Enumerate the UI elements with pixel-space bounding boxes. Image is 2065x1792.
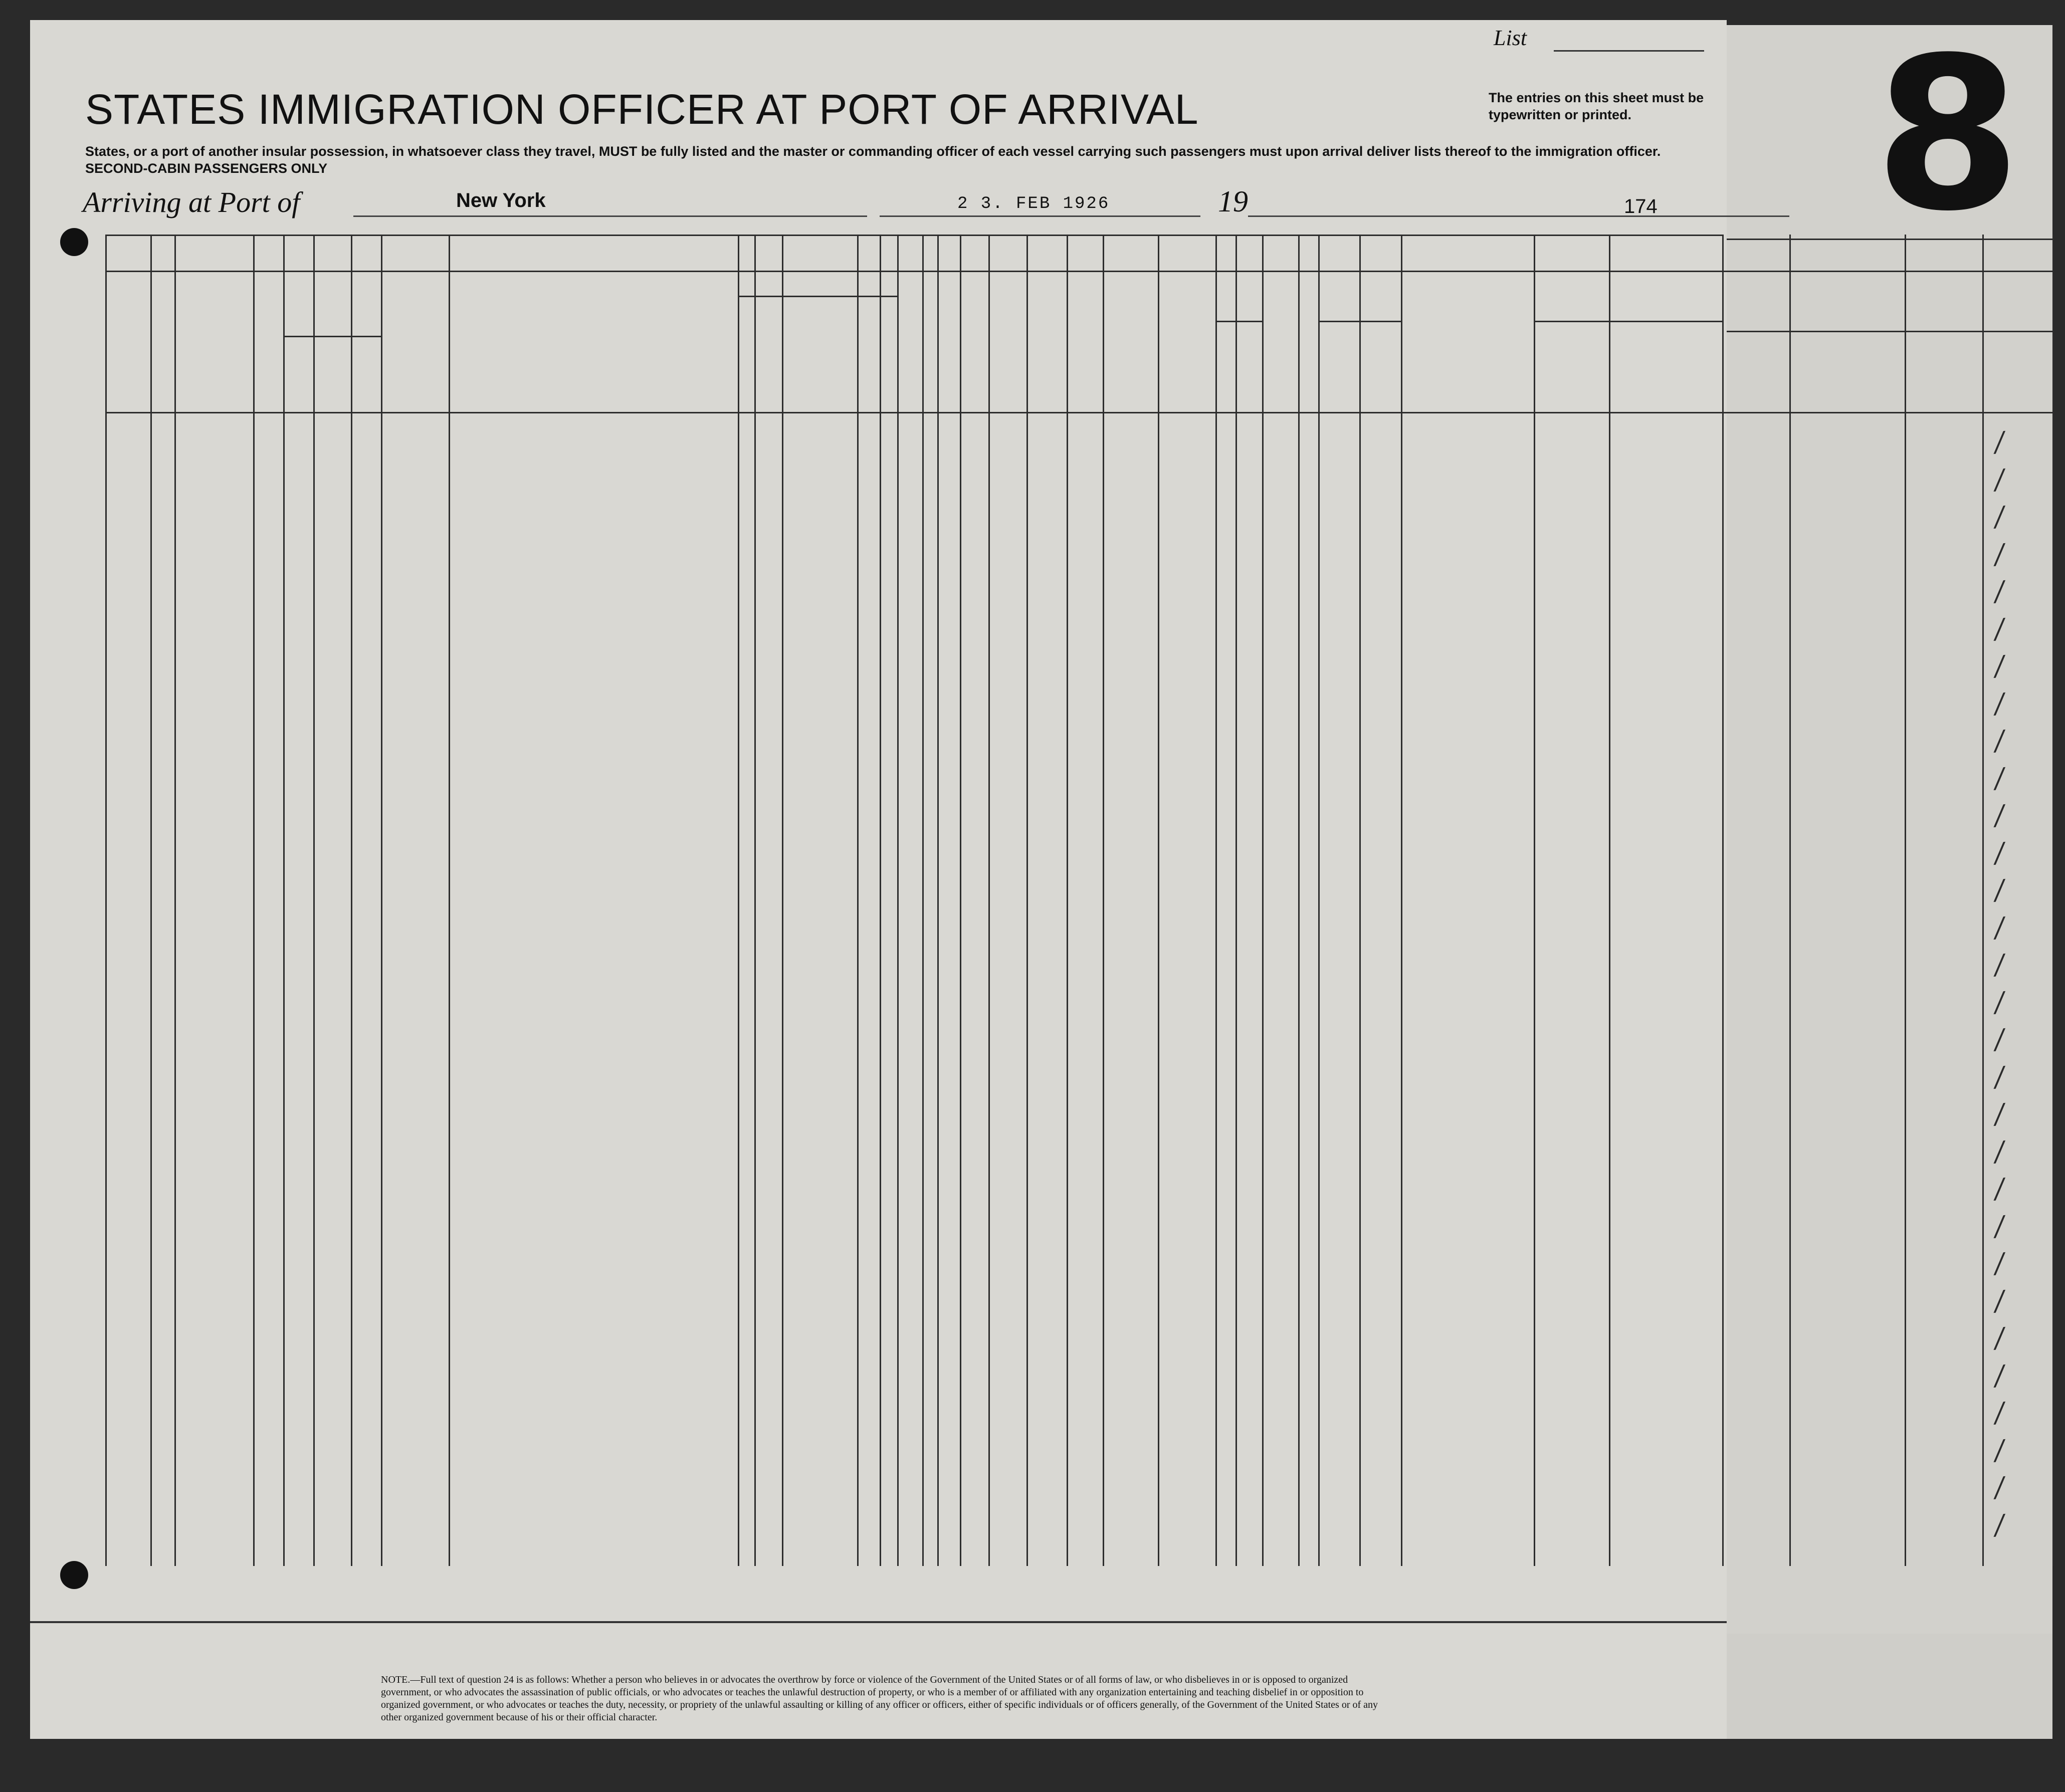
visa-check-mark: /	[1993, 1433, 2005, 1466]
footnote-question-24: NOTE.—Full text of question 24 is as follows: Whether a person who believes in or advocates the overthrow by force or violence of the Government of the United States or of all forms of law, or who disbelieves in or is opposed to organized government, or who advocates the assassination of public officials, or who advocates or teaches the unlawful destruction of property, or who is a member of or affiliated with any organization entertaining and teaching disbelief in or opposition to organized government, or who advocates or teaches the duty, necessity, or propriety of the unlawful assaulting or killing of any officer or officers, either of specific individuals or of officers generally, of the Government of the United States or of any other organized government because of his or their official character.	[381, 1674, 1378, 1723]
header-polygamist	[924, 281, 936, 406]
header-yes-no	[285, 361, 312, 391]
list-number-line	[1554, 50, 1704, 52]
birth-split	[1534, 321, 1722, 322]
column-rule-25	[1262, 235, 1264, 1566]
visa-check-mark: /	[1993, 1247, 2005, 1279]
header-c26	[1028, 281, 1065, 406]
header-complexion	[1264, 331, 1297, 371]
column-rule-15	[922, 235, 924, 1566]
column-rule-23	[1215, 235, 1217, 1566]
visa-check-mark: /	[1993, 1023, 2005, 1055]
page-number: 174	[1624, 195, 1658, 217]
visa-check-mark: /	[1993, 687, 2005, 720]
arriving-label: Arriving at Port of	[83, 186, 300, 218]
visa-check-mark: /	[1993, 911, 2005, 944]
visa-check-mark: /	[1993, 537, 2005, 570]
column-rule-27	[1318, 235, 1320, 1566]
header-possession	[255, 281, 282, 406]
header-period	[315, 371, 349, 406]
header-visa-place	[1851, 376, 1943, 391]
visa-check-mark: /	[1993, 425, 2005, 458]
column-rule-1	[150, 235, 152, 1566]
column-rule-26	[1298, 235, 1300, 1566]
visa-check-mark: /	[1993, 612, 2005, 645]
visa-check-mark: /	[1993, 761, 2005, 794]
visa-check-mark: /	[1993, 1321, 2005, 1354]
column-rule-7	[381, 235, 382, 1566]
header-c24	[961, 281, 987, 406]
column-rule-21	[1103, 235, 1104, 1566]
header-where	[352, 376, 379, 396]
header-if-yes	[315, 341, 379, 356]
list-label: List	[1494, 26, 1527, 50]
visa-check-mark: /	[1993, 948, 2005, 981]
visa-check-mark: /	[1993, 836, 2005, 869]
header-by-whom	[176, 281, 252, 321]
column-rule-30	[1534, 235, 1535, 1566]
visa-check-mark: /	[1993, 1172, 2005, 1205]
sheet-number: 8	[1875, 13, 2021, 258]
year-line	[1248, 215, 1789, 217]
header-bottom-rule	[105, 412, 2052, 413]
column-rule-9	[738, 235, 739, 1566]
column-rule-12	[857, 235, 859, 1566]
header-visa	[1728, 306, 2051, 321]
visa-top-rule	[1727, 239, 2052, 240]
column-rule-2	[174, 235, 176, 1566]
column-rule-24	[1235, 235, 1237, 1566]
header-feet	[1217, 331, 1234, 406]
column-rule-14	[897, 235, 899, 1566]
column-rule-28	[1359, 235, 1361, 1566]
visa-check-mark: /	[1993, 1284, 2005, 1317]
visa-check-mark: /	[1993, 985, 2005, 1018]
visa-check-mark: /	[1993, 1135, 2005, 1168]
visa-check-mark: /	[1993, 1209, 2005, 1242]
column-rule-16	[937, 235, 939, 1566]
column-rule-5	[313, 235, 315, 1566]
column-rule-11	[782, 235, 783, 1566]
header-deformed	[1104, 301, 1156, 381]
header-before-us	[285, 281, 379, 331]
header-hair	[1320, 366, 1358, 381]
header-condition	[1068, 301, 1101, 381]
typewritten-note: The entries on this sheet must be typewritten or printed.	[1489, 90, 1704, 122]
visa-check-mark: /	[1993, 649, 2005, 682]
port-name: New York	[456, 189, 546, 211]
date-line	[880, 215, 1200, 217]
visa-check-mark: /	[1993, 575, 2005, 607]
port-line	[353, 215, 867, 217]
column-rule-4	[283, 235, 285, 1566]
visa-check-mark: /	[1993, 1471, 2005, 1503]
visa-check-mark: /	[1993, 1396, 2005, 1429]
header-inches	[1237, 331, 1261, 406]
before-us-split	[283, 336, 381, 337]
column-rule-29	[1401, 235, 1402, 1566]
intro-line-1: States, or a port of another insular possession, in whatsoever class they travel, MUST be fully listed and the master or commanding officer of each vessel carrying such passengers must upon arrival deliver lists thereof to the immigration officer.	[85, 144, 1661, 159]
header-purpose-c	[859, 301, 896, 406]
color-split	[1318, 321, 1401, 322]
header-no-on-list	[107, 321, 149, 371]
visa-check-mark: /	[1993, 724, 2005, 757]
header-purpose	[739, 278, 896, 293]
visa-check-mark: /	[1993, 1359, 2005, 1392]
column-number-rule	[105, 271, 2052, 272]
header-eyes	[1361, 366, 1399, 381]
visa-check-mark: /	[1993, 873, 2005, 906]
page-title: STATES IMMIGRATION OFFICER AT PORT OF ARRIVAL	[85, 86, 1199, 133]
header-marks	[1402, 341, 1532, 356]
header-purpose-b	[783, 301, 856, 406]
header-purpose-a	[739, 301, 780, 406]
column-rule-0	[105, 235, 107, 1566]
header-visa-number	[1946, 376, 2051, 391]
column-rule-32	[1722, 235, 1724, 1566]
header-city	[1610, 366, 1721, 381]
column-rule-10	[754, 235, 756, 1566]
visa-split	[1727, 331, 2052, 332]
visa-sheet-bottom	[1727, 1634, 2052, 1739]
visa-check-mark: /	[1993, 1508, 2005, 1541]
column-rule-13	[880, 235, 881, 1566]
column-rule-8	[449, 235, 450, 1566]
visa-check-mark: /	[1993, 799, 2005, 831]
header-visa-date	[1728, 376, 1848, 391]
column-rule-33	[1789, 235, 1791, 1566]
visa-check-mark: /	[1993, 1097, 2005, 1130]
header-height	[1217, 296, 1261, 311]
intro-line-2: SECOND-CABIN PASSENGERS ONLY	[85, 161, 328, 176]
column-rule-17	[960, 235, 961, 1566]
visa-check-mark: /	[1993, 463, 2005, 496]
height-split	[1215, 321, 1262, 322]
header-birth	[1535, 296, 1721, 311]
visa-check-mark: /	[1993, 500, 2005, 533]
header-c25	[990, 281, 1025, 406]
column-rule-36	[2052, 235, 2054, 1566]
header-prison	[899, 281, 921, 406]
intro-text	[85, 143, 1664, 177]
column-rule-35	[1982, 235, 1984, 1566]
column-rule-34	[1905, 235, 1906, 1566]
header-color-of	[1320, 296, 1399, 311]
punch-hole-top	[60, 228, 88, 256]
header-joining	[382, 321, 736, 381]
purpose-split	[738, 296, 897, 297]
visa-check-mark: /	[1993, 1060, 2005, 1093]
year-prefix: 19	[1218, 185, 1248, 218]
table-bottom-border	[30, 1621, 1727, 1623]
arrival-date-stamp: 2 3. FEB 1926	[957, 194, 1110, 213]
header-ticket	[152, 281, 173, 406]
column-rule-20	[1067, 235, 1068, 1566]
column-rule-19	[1026, 235, 1028, 1566]
column-rule-31	[1609, 235, 1610, 1566]
column-rule-22	[1158, 235, 1159, 1566]
column-rule-3	[253, 235, 255, 1566]
header-anarchist	[939, 281, 958, 406]
punch-hole-bottom	[60, 1561, 88, 1589]
column-rule-18	[988, 235, 990, 1566]
table-top-rule	[105, 235, 1722, 236]
column-rule-6	[351, 235, 352, 1566]
header-country	[1535, 366, 1607, 381]
